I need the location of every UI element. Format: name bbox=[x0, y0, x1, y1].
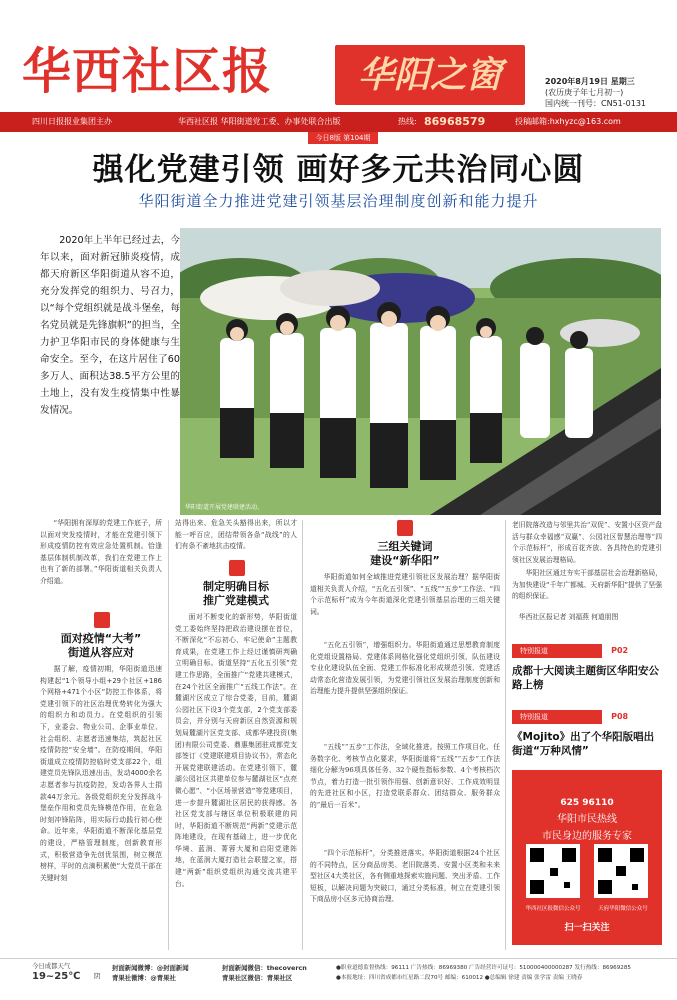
section-icon bbox=[397, 520, 413, 536]
teaser-text: 成都十大阅读主题街区华阳安公路上榜 bbox=[512, 665, 659, 691]
hotline-label: 热线: bbox=[398, 117, 417, 126]
publisher: 四川日报报业集团主办 bbox=[32, 117, 112, 126]
section-title-3: 三组关键词 建设“新华阳” bbox=[370, 540, 440, 567]
social-wechat-2: 青果社区微信：青果社区 bbox=[222, 974, 293, 982]
qr-code-icon[interactable] bbox=[526, 844, 580, 898]
column-divider bbox=[168, 520, 169, 950]
footer bbox=[0, 958, 677, 1000]
publisher-bar bbox=[0, 112, 677, 132]
teaser-tag: 特别报道 bbox=[512, 644, 602, 658]
footer-line-2: ●本报地址：四川省成都市红星路二段70号 邮编：610012 ●总编辑 徐建 责编 张学雷 责编 王晓春 bbox=[336, 975, 583, 981]
column-divider bbox=[505, 520, 506, 950]
column-divider bbox=[302, 520, 303, 950]
qr-code-icon[interactable] bbox=[594, 844, 648, 898]
subheadline: 华阳街道全力推进党建引领基层治理制度创新和能力提升 bbox=[138, 192, 539, 210]
byline: 华西社区报记者 刘福燕 何道朋图 bbox=[518, 613, 619, 621]
section-title-2: 制定明确目标 推广党建模式 bbox=[203, 580, 269, 607]
tagline: 华西社区报 华阳街道党工委、办事处联合出版 bbox=[178, 117, 341, 126]
social-weibo-1: 封面新闻微博：@封面新闻 bbox=[112, 964, 189, 972]
lunar-date: (农历庚子年七月初一) bbox=[545, 88, 624, 97]
hotline-box-sub: 市民身边的服务专家 bbox=[542, 831, 632, 842]
col4-body: 老旧院落改造与邻里共治“双促”、安置小区资产盘活与群众幸福感“双赢”、公园社区智慧治理等“四个示范标杆”，形成百花齐放、各具特色的党建引领社区发展治理格局。 bbox=[512, 521, 662, 564]
issue-tag: 今日8版 第104期 bbox=[308, 132, 378, 144]
edition-banner: 华阳之窗 bbox=[335, 45, 525, 105]
col3-body: 华阳街道如何全域推进党建引领社区发展治理？据华阳街道相关负责人介绍，“五化五引领”、“五线”“五步”工作法、“四个示范标杆”成为今年街道深化党建引领基层治理的三组关键词。 bbox=[310, 573, 500, 616]
keyword-3: “四个示范标杆”，分类推进落实。华阳街道根据24个社区的不同特点，区分商品房类、老旧院落类、安置小区类和未来型社区4大类社区，各有侧重地探索实施问题、突出矛盾、工作短板，以解决问题为突破口，通过分类标准，树立在党建引领下商品房小区多元协商治理、 bbox=[310, 849, 500, 904]
section-title-1: 面对疫情“大考” 街道从容应对 bbox=[60, 632, 142, 659]
cn-number: 国内统一刊号：CN51-0131 bbox=[545, 99, 646, 108]
headline: 强化党建引领 画好多元共治同心圆 bbox=[92, 152, 585, 188]
social-wechat-1: 封面新闻微信：thecovercn bbox=[222, 964, 307, 972]
qr-label-2: 天府华阳微信公众号 bbox=[598, 906, 648, 912]
teaser-page: P08 bbox=[611, 712, 629, 721]
hotline-number: 86968579 bbox=[424, 115, 486, 128]
main-photo bbox=[180, 228, 661, 515]
photo-illustration bbox=[180, 228, 661, 515]
weather-desc: 阴 bbox=[94, 972, 101, 980]
sidebar-teaser-2[interactable] bbox=[512, 704, 662, 758]
social-weibo-2: 青果社微博：@青果社 bbox=[112, 974, 176, 982]
hotline-box-title: 华阳市民热线 bbox=[557, 814, 617, 825]
teaser-text: 《Mojito》出了个华阳版唱出街道“万种风情” bbox=[512, 731, 655, 757]
keyword-1: “五化五引领”，增强组织力。华阳街道通过思想教育制度化党组设置格局、党建体系网格化强化党组织引领、队伍建设专业化建设队伍全面、党建工作标准化形成规范引领、党建活动常态化营造发展引领，为党建引领社区发展治理制度创新和治理能力提升提供坚强组织保证。 bbox=[310, 641, 500, 696]
footer-line-1: ●职业道德监督热线：96111 广告热线：86969380 广告经营许可证号：510000400000287 发行热线：86969285 bbox=[336, 965, 631, 971]
hotline-box bbox=[512, 770, 662, 945]
scan-text: 扫一扫关注 bbox=[564, 923, 610, 933]
weather-label: 今日成都天气 bbox=[32, 962, 71, 970]
col2-body: 面对不断变化的新形势，华阳街道党工委始终坚持把政治建设摆在首位，不断深化“不忘初心、牢记使命”主题教育成果，在党建工作上经过谨慎研判确立明确目标。街道坚持“五化五引领”党建工作思路，全面推广“党建共建模式，在24个社区全面推广“五线工作法”。在麓湖片区成立了综合党委，目前，麓湖公园社区下设3个党支部，2个党支部委员会，并分别与天府新区自然资源和规划局麓湖片区党支部、成都华建投资(集团)有限公司党委、鼎惠集团驻成都党支部签订《党建联建项目协议书》，常态化开展党建联建活动。在党建引领下，麓湖公园社区共建单位参与麓湖社区“点亮微心愿”、“小区场景营造”等党建项目，进一步提升麓湖社区居民的获得感。各社区党支部与辖区单位积极联建的同时，华阳街道不断规范“两新”党建示范阵地建设，在现有基础上，进一步优化华境、蓝润、菁蓉大厦和启阳党建阵地，在蓝润大厦打造社会联盟之家，搭建“两新”组织党组织沟通交流共建平台。 bbox=[175, 613, 297, 888]
weather-temp: 19~25℃ bbox=[32, 971, 81, 982]
section-icon bbox=[94, 612, 110, 628]
col2-top: 站得出来、危急关头豁得出来，所以才能一呼百应，团结带领各条“战线”的人们有条不紊地抗击疫情。 bbox=[175, 519, 297, 551]
col1-intro: “华阳拥有深厚的党建工作底子，所以面对突发疫情时，才能在党建引领下形成疫情防控有效应急处置机制。恰逢基层体制机制改革，我们在党建工作上也有了新的部署。”华阳街道相关负责人介绍道。 bbox=[40, 519, 162, 585]
col4-body2: 华阳社区通过夯实干部基层社会治理新格局，为加快建设“千年广都城、天府新华阳”提供了坚强的组织保证。 bbox=[512, 569, 662, 601]
teaser-tag: 特别报道 bbox=[512, 710, 602, 724]
hotline-box-number: 625 96110 bbox=[560, 798, 614, 808]
teaser-page: P02 bbox=[611, 646, 629, 655]
masthead-title: 华西社区报 bbox=[22, 43, 273, 100]
keyword-2: “五线”“五步”工作法，全域化推进。按照工作项目化、任务数字化、考核节点化要求，华阳街道将“五线”“五步”工作法细化分解为96项具体任务、32个硬性指标参数、4个考核档次节点，着力打造一批引领作用强、创新意识好、工作成效明显的先进社区和小区，打造党联系群众、团结群众、服务群众的“最后一百米”。 bbox=[310, 743, 500, 809]
photo-caption: 华阳街道开展党建联建活动。 bbox=[185, 504, 264, 511]
email: 投稿邮箱:hxhyzc@163.com bbox=[515, 117, 621, 126]
date-box bbox=[545, 76, 646, 109]
lead-paragraph: 2020年上半年已经过去，今年以来，面对新冠肺炎疫情，成都天府新区华阳街道从容不迫，充分发挥党的组织力、号召力，以“每个党组织就是战斗堡垒，每名党员就是先锋旗帜”的担当，全力护卫华阳市民的身体健康与生命安全。至今，在这片居住了60多万人、面积达38.5平方公里的土地上，没有发生疫情集中性暴发情况。 bbox=[40, 235, 180, 416]
issue-date: 2020年8月19日 星期三 bbox=[545, 77, 635, 86]
col1-body: 据了解，疫情初期，华阳街道迅速构建起“1个领导小组+29个社区+186个网格+471个小区”防控工作体系，将党建引领下的社区治理优势转化为强大的组织力和动员力。在党组织的引领下，业委会、物业公司、企事业单位、社会组织、志愿者迅速集结，筑起社区疫情防控“安全墙”。在防疫期间，华阳街道成立疫情防控临时党支部22个，组建党员先锋队迅速出击，发动4000余名志愿者参与抗疫防控，发动各界人士捐款44万余元。各级党组织充分发挥战斗堡垒作用和党员先锋模范作用，在危急时刻冲锋陷阵，用实际行动践行初心使命。近年来，华阳街道不断深化基层党的建设，严格管理制度，创新教育形式，积极营造争先创优氛围，树立模范榜样，平时的点滴积累使“大党员干部在关键时刻 bbox=[40, 665, 162, 882]
section-icon bbox=[229, 560, 245, 576]
qr-label-1: 华西社区报微信公众号 bbox=[525, 906, 581, 912]
sidebar-teaser-1[interactable] bbox=[512, 638, 662, 692]
